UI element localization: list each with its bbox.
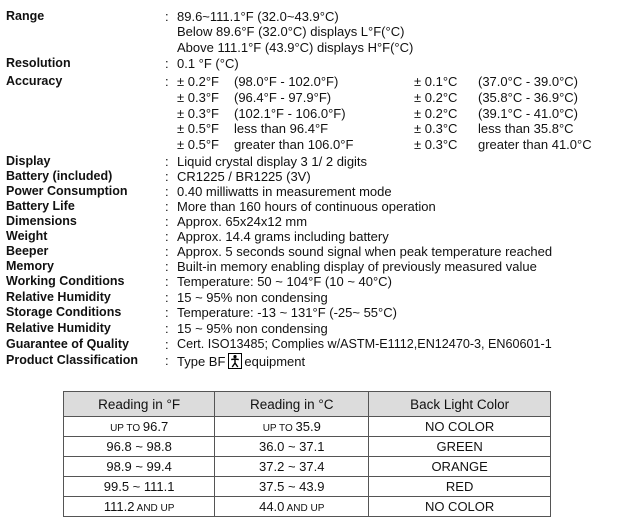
- working-conditions-colon: :: [165, 274, 169, 289]
- range-value: 89.6~111.1°F (32.0~43.9°C): [177, 9, 339, 24]
- storage-conditions-label: Storage Conditions: [6, 305, 122, 319]
- memory-label: Memory: [6, 259, 54, 273]
- cell-reading-c: [215, 497, 369, 517]
- accuracy-f-range: less than 96.4°F: [234, 121, 329, 136]
- accuracy-c-tolerance: ± 0.3°C: [414, 137, 458, 152]
- classification-colon: :: [165, 353, 169, 368]
- classification-label: Product Classification: [6, 353, 138, 367]
- weight-label: Weight: [6, 229, 48, 243]
- cell-backlight-color: NO COLOR: [369, 417, 551, 437]
- cell-value: 35.9: [295, 419, 321, 434]
- header-reading-f: Reading in °F: [64, 392, 215, 417]
- resolution-label: Resolution: [6, 56, 71, 70]
- quality-label: Guarantee of Quality: [6, 337, 129, 351]
- type-bf-person-icon: [228, 353, 242, 369]
- cell-prefix: UP TO: [262, 423, 296, 434]
- battery-value: CR1225 / BR1225 (3V): [177, 169, 311, 184]
- range-label: Range: [6, 9, 45, 23]
- accuracy-c-tolerance: ± 0.3°C: [414, 121, 458, 136]
- cell-suffix: AND UP: [134, 503, 175, 514]
- working-humidity-label: Relative Humidity: [6, 290, 111, 304]
- cell-backlight-color: NO COLOR: [369, 497, 551, 517]
- cell-reading-f: 96.8 ~ 98.8: [64, 437, 215, 457]
- display-label: Display: [6, 154, 51, 168]
- accuracy-f-range: (96.4°F - 97.9°F): [234, 90, 332, 105]
- range-above-note: Above 111.1°F (43.9°C) displays H°F(°C): [177, 40, 414, 55]
- range-colon: :: [165, 9, 169, 24]
- cell-value: 96.7: [142, 419, 169, 434]
- memory-value: Built-in memory enabling display of previously measured value: [177, 259, 537, 274]
- accuracy-c-range: less than 35.8°C: [478, 121, 574, 136]
- cell-value: 111.2: [103, 499, 135, 514]
- table-row: [64, 457, 551, 477]
- storage-humidity-value: 15 ~ 95% non condensing: [177, 321, 328, 336]
- battery-colon: :: [165, 169, 169, 184]
- working-conditions-value: Temperature: 50 ~ 104°F (10 ~ 40°C): [177, 274, 392, 289]
- resolution-colon: :: [165, 56, 169, 71]
- working-conditions-label: Working Conditions: [6, 274, 125, 288]
- dimensions-value: Approx. 65x24x12 mm: [177, 214, 308, 229]
- accuracy-c-tolerance: ± 0.2°C: [414, 106, 458, 121]
- storage-humidity-colon: :: [165, 321, 169, 336]
- beeper-value: Approx. 5 seconds sound signal when peak temperature reached: [177, 244, 553, 259]
- power-consumption-label: Power Consumption: [6, 184, 128, 198]
- accuracy-c-tolerance: ± 0.1°C: [414, 74, 458, 89]
- battery-life-label: Battery Life: [6, 199, 75, 213]
- battery-life-colon: :: [165, 199, 169, 214]
- cell-backlight-color: RED: [369, 477, 551, 497]
- accuracy-f-tolerance: ± 0.3°F: [177, 90, 219, 105]
- memory-colon: :: [165, 259, 169, 274]
- table-row: [64, 497, 551, 517]
- accuracy-c-range: (39.1°C - 41.0°C): [478, 106, 578, 121]
- accuracy-c-tolerance: ± 0.2°C: [414, 90, 458, 105]
- accuracy-f-range: (102.1°F - 106.0°F): [234, 106, 346, 121]
- header-reading-c: Reading in °C: [215, 392, 369, 417]
- cell-prefix: UP TO: [110, 423, 143, 434]
- table-row: [64, 417, 551, 437]
- accuracy-c-range: greater than 41.0°C: [478, 137, 592, 152]
- accuracy-f-tolerance: ± 0.5°F: [177, 121, 219, 136]
- storage-conditions-colon: :: [165, 305, 169, 320]
- display-value: Liquid crystal display 3 1/ 2 digits: [177, 154, 368, 169]
- dimensions-colon: :: [165, 214, 169, 229]
- table-row: [64, 437, 551, 457]
- accuracy-c-range: (35.8°C - 36.9°C): [478, 90, 578, 105]
- accuracy-label: Accuracy: [6, 74, 63, 88]
- accuracy-f-range: greater than 106.0°F: [234, 137, 354, 152]
- cell-reading-c: 37.5 ~ 43.9: [215, 477, 369, 497]
- storage-conditions-value: Temperature: -13 ~ 131°F (-25~ 55°C): [177, 305, 397, 320]
- cell-backlight-color: ORANGE: [369, 457, 551, 477]
- power-consumption-colon: :: [165, 184, 169, 199]
- resolution-value: 0.1 °F (°C): [177, 56, 239, 71]
- table-row: [64, 477, 551, 497]
- accuracy-colon: :: [165, 74, 169, 89]
- backlight-readings-table: [63, 391, 551, 517]
- cell-reading-f: 99.5 ~ 111.1: [64, 477, 215, 497]
- accuracy-f-tolerance: ± 0.3°F: [177, 106, 219, 121]
- classification-value: [177, 353, 305, 369]
- cell-reading-f: [64, 497, 215, 517]
- cell-reading-c: [215, 417, 369, 437]
- range-below-note: Below 89.6°F (32.0°C) displays L°F(°C): [177, 24, 405, 39]
- dimensions-label: Dimensions: [6, 214, 77, 228]
- quality-colon: :: [165, 337, 169, 352]
- battery-life-value: More than 160 hours of continuous operation: [177, 199, 436, 214]
- quality-value: Cert. ISO13485; Complies w/ASTM-E1112,EN12470-3, EN60601-1: [177, 337, 552, 351]
- weight-value: Approx. 14.4 grams including battery: [177, 229, 389, 244]
- power-consumption-value: 0.40 milliwatts in measurement mode: [177, 184, 392, 199]
- weight-colon: :: [165, 229, 169, 244]
- battery-label: Battery (included): [6, 169, 113, 183]
- display-colon: :: [165, 154, 169, 169]
- cell-reading-c: 37.2 ~ 37.4: [215, 457, 369, 477]
- accuracy-f-range: (98.0°F - 102.0°F): [234, 74, 339, 89]
- header-backlight-color: Back Light Color: [369, 392, 551, 417]
- table-header-row: [64, 392, 551, 417]
- working-humidity-colon: :: [165, 290, 169, 305]
- classification-type: Type BF: [177, 354, 226, 369]
- cell-suffix: AND UP: [284, 503, 325, 514]
- cell-reading-c: 36.0 ~ 37.1: [215, 437, 369, 457]
- accuracy-f-tolerance: ± 0.5°F: [177, 137, 219, 152]
- beeper-label: Beeper: [6, 244, 49, 258]
- classification-suffix: equipment: [244, 354, 306, 369]
- beeper-colon: :: [165, 244, 169, 259]
- working-humidity-value: 15 ~ 95% non condensing: [177, 290, 328, 305]
- cell-reading-f: [64, 417, 215, 437]
- accuracy-f-tolerance: ± 0.2°F: [177, 74, 219, 89]
- cell-backlight-color: GREEN: [369, 437, 551, 457]
- accuracy-c-range: (37.0°C - 39.0°C): [478, 74, 578, 89]
- cell-reading-f: 98.9 ~ 99.4: [64, 457, 215, 477]
- storage-humidity-label: Relative Humidity: [6, 321, 111, 335]
- cell-value: 44.0: [259, 499, 285, 514]
